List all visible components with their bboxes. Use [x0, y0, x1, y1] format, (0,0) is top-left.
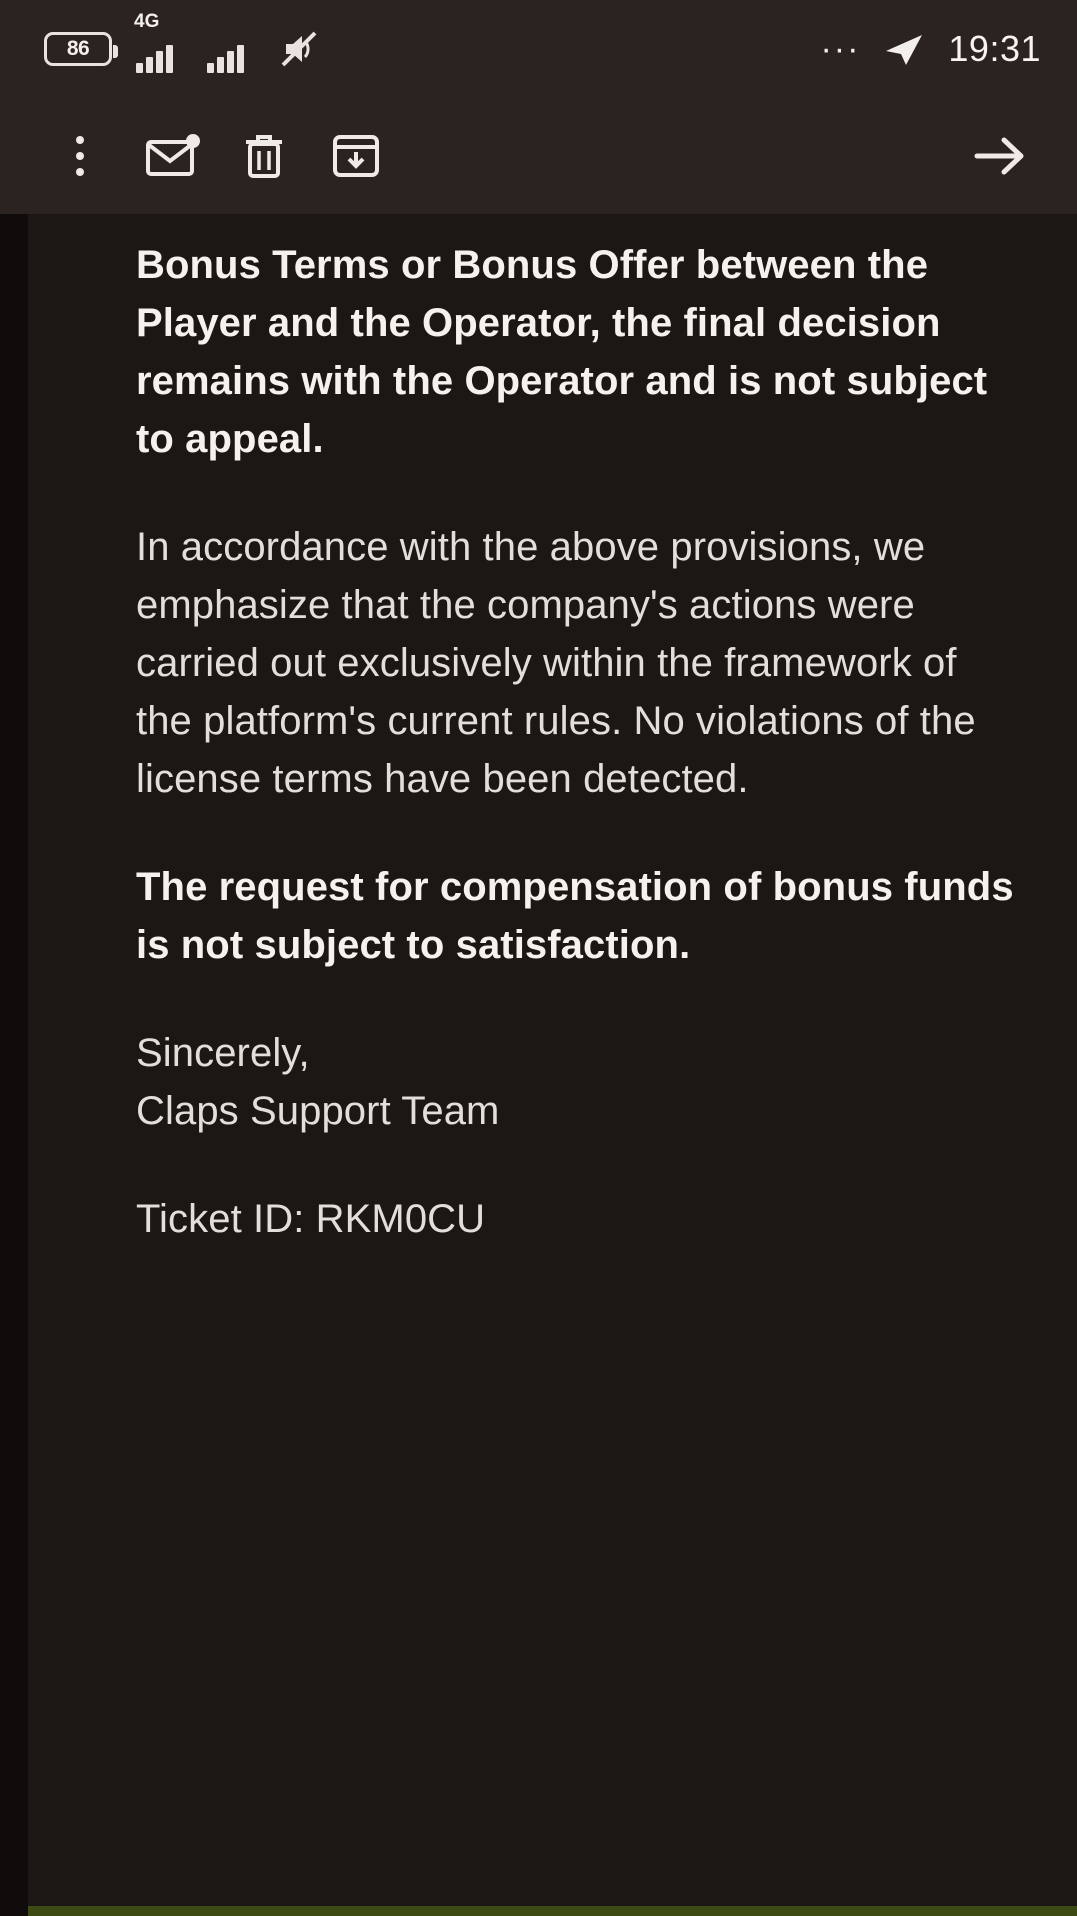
archive-icon	[330, 130, 382, 182]
signoff-line-1: Sincerely,	[136, 1031, 310, 1075]
telegram-icon	[882, 29, 926, 69]
battery-icon	[44, 32, 112, 66]
status-bar-left	[44, 11, 320, 73]
message-toolbar	[0, 98, 1077, 214]
message-paragraph-2: In accordance with the above provisions, we emphasize that the company's actions were carried out exclusively within the framework of the platform's current rules. No violations of the license terms have been detected.	[136, 525, 976, 801]
signal-4g-icon	[134, 11, 173, 73]
delete-button[interactable]	[218, 110, 310, 202]
kebab-menu-icon	[76, 136, 84, 176]
message-content	[28, 214, 1077, 1248]
bottom-accent-strip	[28, 1906, 1077, 1916]
next-message-button[interactable]	[955, 110, 1047, 202]
battery-level: 86	[66, 37, 90, 60]
archive-button[interactable]	[310, 110, 402, 202]
message-body[interactable]	[0, 214, 1077, 1916]
clock: 19:31	[948, 28, 1041, 69]
mark-unread-button[interactable]	[126, 110, 218, 202]
more-icon: ···	[820, 30, 861, 68]
mute-icon	[278, 29, 320, 69]
message-card	[28, 214, 1077, 1916]
message-paragraph-3: The request for compensation of bonus funds is not subject to satisfaction.	[136, 865, 1014, 967]
message-paragraph-1: Bonus Terms or Bonus Offer between the Player and the Operator, the final decision remains with the Operator and is not subject to appeal.	[136, 243, 988, 461]
trash-icon	[240, 130, 288, 182]
signoff-line-2: Claps Support Team	[136, 1089, 500, 1133]
network-type-label: 4G	[134, 11, 160, 32]
status-bar	[0, 0, 1077, 98]
status-bar-right	[820, 28, 1041, 70]
more-options-button[interactable]	[34, 110, 126, 202]
mail-unread-icon	[144, 132, 200, 180]
message-signoff	[136, 1024, 1019, 1140]
signal-icon	[207, 25, 244, 73]
arrow-right-icon	[971, 132, 1031, 180]
ticket-id: Ticket ID: RKM0CU	[136, 1197, 486, 1241]
